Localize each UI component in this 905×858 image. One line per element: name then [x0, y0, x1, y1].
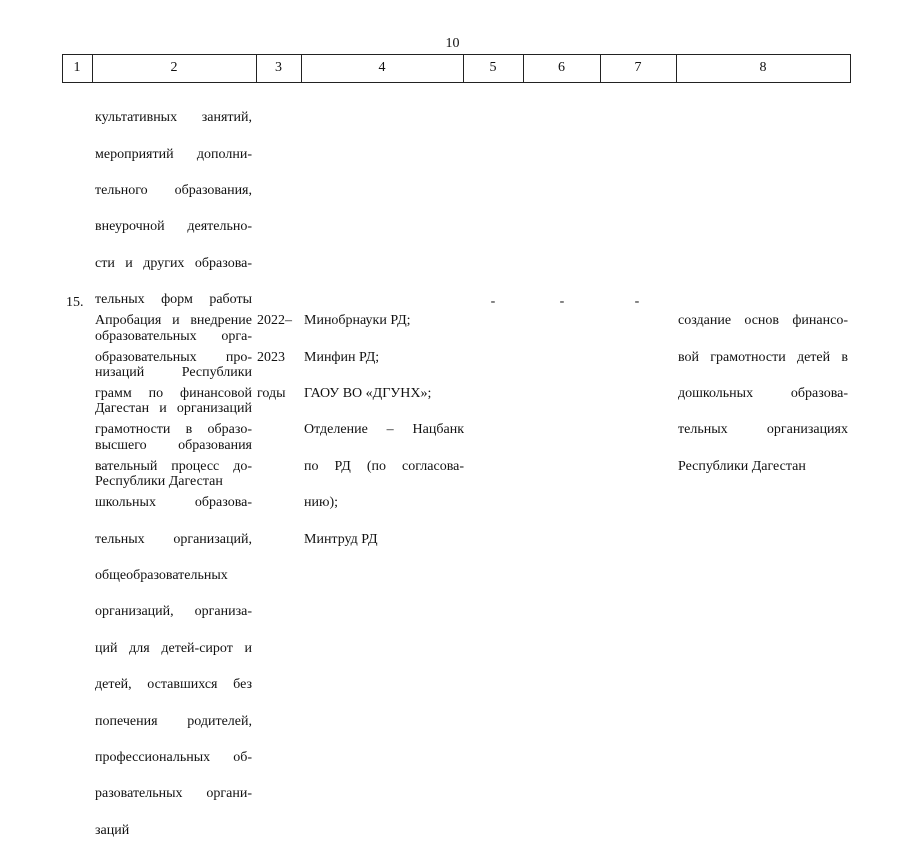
text-line: вой грамотности детей в: [678, 349, 848, 365]
text-line: тельных организациях: [678, 422, 848, 438]
text-line: Дагестан и организаций: [95, 401, 252, 417]
text-line: школьных образова-: [95, 495, 252, 511]
text-line: 2022–: [257, 313, 292, 329]
row15-col5-value: -: [490, 294, 496, 309]
text-line: годы: [257, 386, 286, 402]
text-line: Апробация и внедрение: [95, 313, 252, 329]
text-line: внеурочной деятельно-: [95, 219, 252, 235]
text-line: нию);: [304, 495, 338, 511]
column-header-7: 7: [634, 60, 642, 75]
header-top-rule: [62, 54, 851, 55]
text-line: заций: [95, 822, 130, 838]
text-line: 2023: [257, 349, 285, 365]
row-number: 15.: [66, 295, 84, 310]
column-header-8: 8: [759, 60, 767, 75]
text-line: Отделение – Нацбанк: [304, 422, 464, 438]
text-line: Республики Дагестан: [95, 474, 223, 490]
text-line: образовательных про-: [95, 349, 252, 365]
column-header-2: 2: [170, 60, 178, 75]
text-line: тельного образования,: [95, 183, 252, 199]
text-line: детей, оставшихся без: [95, 677, 252, 693]
row15-activity-text: [95, 294, 252, 858]
text-line: высшего образования: [95, 437, 252, 453]
text-line: грамотности в образо-: [95, 422, 252, 438]
text-line: сти и других образова-: [95, 255, 252, 271]
text-line: культативных занятий,: [95, 110, 252, 126]
column-header-6: 6: [558, 60, 565, 75]
text-line: по РД (по согласова-: [304, 458, 464, 474]
text-line: дошкольных образова-: [678, 386, 848, 402]
text-line: организаций, организа-: [95, 604, 252, 620]
row15-result: [678, 294, 848, 494]
text-line: низаций Республики: [95, 365, 252, 381]
text-line: ций для детей-сирот и: [95, 640, 252, 656]
row15-responsible: [304, 294, 464, 567]
text-line: Минфин РД;: [304, 349, 380, 365]
header-bottom-rule: [62, 82, 851, 83]
col-divider: [850, 54, 851, 83]
text-line: Минтруд РД: [304, 531, 378, 547]
row15-col7-value: -: [634, 294, 640, 309]
text-line: общеобразовательных: [95, 568, 228, 584]
text-line: грамм по финансовой: [95, 386, 252, 402]
text-line: Минобрнауки РД;: [304, 313, 411, 329]
text-line: образовательных орга-: [95, 328, 252, 344]
text-line: разовательных органи-: [95, 786, 252, 802]
text-line: тельных организаций,: [95, 531, 252, 547]
column-header-4: 4: [378, 60, 386, 75]
column-header-5: 5: [489, 60, 497, 75]
text-line: мероприятий дополни-: [95, 146, 252, 162]
column-header-3: 3: [275, 60, 282, 75]
column-header-1: 1: [73, 60, 81, 75]
text-line: тельных форм работы: [95, 292, 252, 308]
text-line: создание основ финансо-: [678, 313, 848, 329]
text-line: попечения родителей,: [95, 713, 252, 729]
text-line: вательный процесс до-: [95, 458, 252, 474]
text-line: ГАОУ ВО «ДГУНХ»;: [304, 386, 432, 402]
row15-period: [257, 294, 299, 421]
text-line: профессиональных об-: [95, 750, 252, 766]
page-number: 10: [445, 36, 460, 51]
row15-col6-value: -: [559, 294, 565, 309]
text-line: Республики Дагестан: [678, 458, 806, 474]
